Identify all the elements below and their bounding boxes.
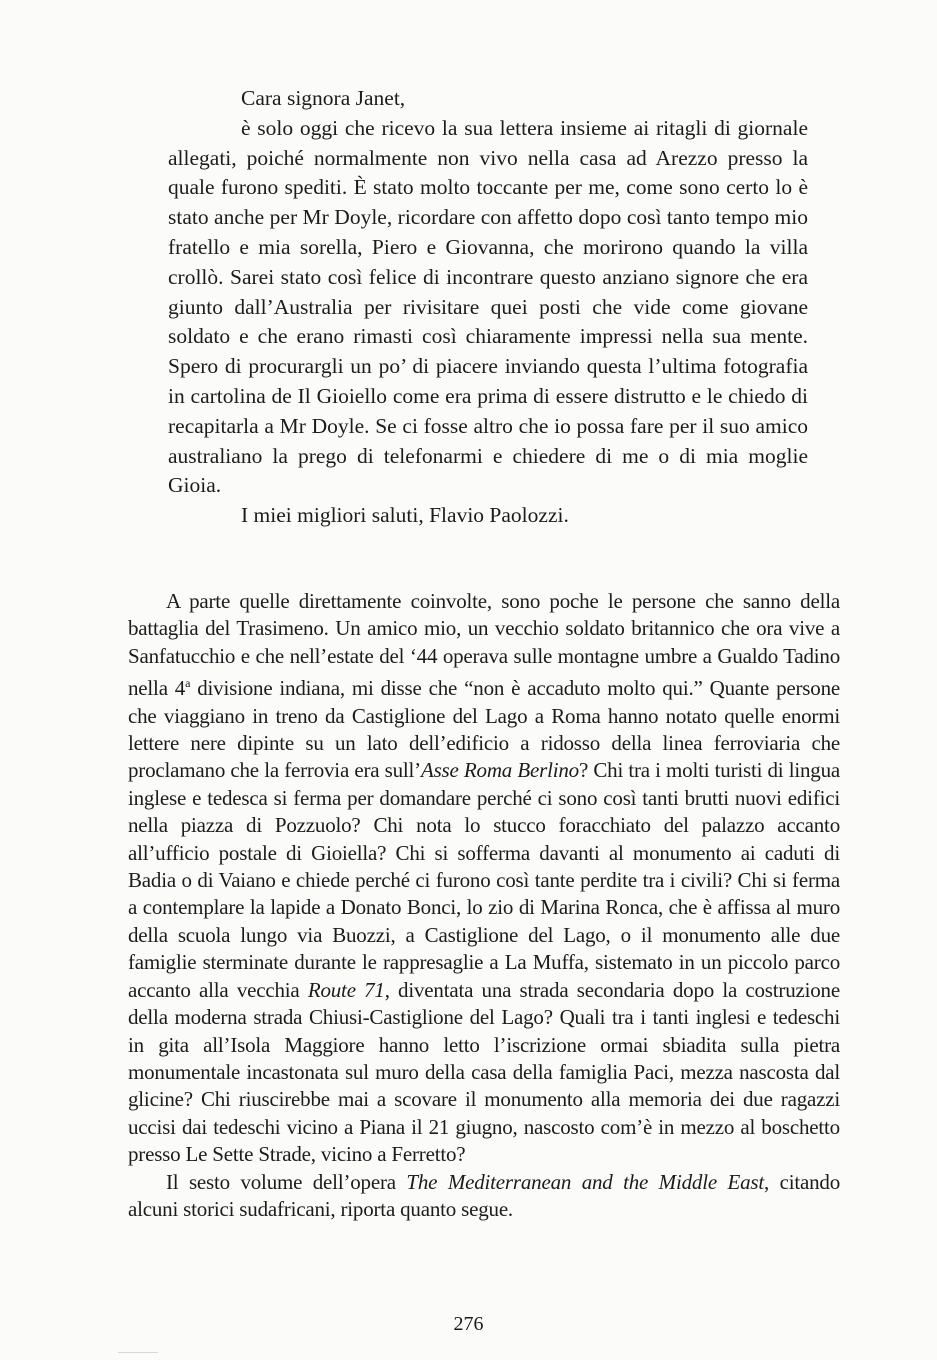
letter-salutation: Cara signora Janet, — [241, 86, 406, 110]
letter-body: è solo oggi che ricevo la sua lettera insieme ai ritagli di giornale allegati, poiché normalmente non vivo nella casa ad Arezzo presso la quale furono spediti. È stato molto toccante per me, come sono certo lo è stato anche per Mr Doyle, ricordare con affetto dopo così tanto tempo mio fratello e mia sorella, Piero e Giovanna, che morirono quando la villa crollò. Sarei stato così felice di incontrare questo anziano signore che era giunto dall’Australia per rivisitare quei posti che vide come giovane soldato e che erano rimasti così chiaramente impressi nella sua mente. Spero di procurargli un po’ di piacere inviando questa l’ultima fotografia in cartolina de Il Gioiello come era prima di essere distrutto e le chiedo di recapitarla a Mr Doyle. Se ci fosse altro che io possa fare per il suo amico australiano la prego di telefonarmi e chiedere di me o di mia moglie Gioia. — [168, 115, 808, 498]
book-title: The Mediterranean and the Middle East — [406, 1169, 765, 1194]
main-text — [128, 588, 840, 1223]
italic-term: Route 71 — [307, 977, 385, 1002]
letter-closing: I miei migliori saluti, Flavio Paolozzi. — [241, 503, 569, 528]
paragraph-sesto-volume — [128, 1169, 840, 1224]
paragraph-trasimeno — [128, 588, 840, 1169]
text-segment: , citando alcuni storici sudafricani, riporta quanto segue. — [128, 1169, 841, 1221]
text-segment: A parte quelle direttamente coinvolte, sono poche le persone che sanno della battaglia del Trasimeno. Un amico mio, un vecchio soldato britannico che ora vive a Sanfatucchio e che nell’estate del ‘44 operava sulle montagne umbre a Gualdo Tadino nella 4 — [128, 589, 840, 701]
text-segment: Il sesto volume dell’opera — [166, 1169, 407, 1194]
italic-term: Asse Roma Berlino — [420, 758, 579, 783]
text-segment: , diventata una strada secondaria dopo la costruzione della moderna strada Chiusi-Castiglione del Lago? Quali tra i tanti inglesi e tedeschi in gita all’Isola Maggiore hanno letto l’iscrizione ormai sbiadita sulla pietra monumentale incastonata sul muro della casa della famiglia Paci, mezza nascosta dal glicine? Chi riuscirebbe mai a scovare il monumento alla memoria dei due ragazzi uccisi dai tedeschi vicino a Piana il 21 giugno, nascosto com’è in mezzo al boschetto presso Le Sette Strade, vicino a Ferretto? — [128, 977, 840, 1167]
text-segment: divisione indiana, mi disse che “non è accaduto molto qui.” Quante persone che viaggiano in treno da Castiglione del Lago a Roma hanno notato quelle enormi lettere nere dipinte su un lato dell’edificio a ridosso della linea ferroviaria che proclamano che la ferrovia era sull’ — [128, 676, 840, 783]
quoted-letter — [168, 84, 808, 531]
superscript: a — [185, 676, 191, 691]
scan-artifact — [118, 1352, 158, 1353]
page-number: 276 — [453, 1313, 484, 1335]
text-segment: ? Chi tra i molti turisti di lingua inglese e tedesca si ferma per domandare perché ci sono così tanti brutti nuovi edifici nella piazza di Pozzuolo? Chi nota lo stucco foracchiato del palazzo accanto all’ufficio postale di Gioiella? Chi si sofferma davanti al monumento ai caduti di Badia o di Vaiano e chiede perché ci furono così tante perdite tra i civili? Chi si ferma a contemplare la lapide a Donato Bonci, lo zio di Marina Ronca, che è affissa al muro della scuola lungo via Buozzi, a Castiglione del Lago, o il monumento alle due famiglie sterminate durante le rappresaglie a La Muffa, sistemato in un piccolo parco accanto alla vecchia — [128, 758, 840, 1002]
